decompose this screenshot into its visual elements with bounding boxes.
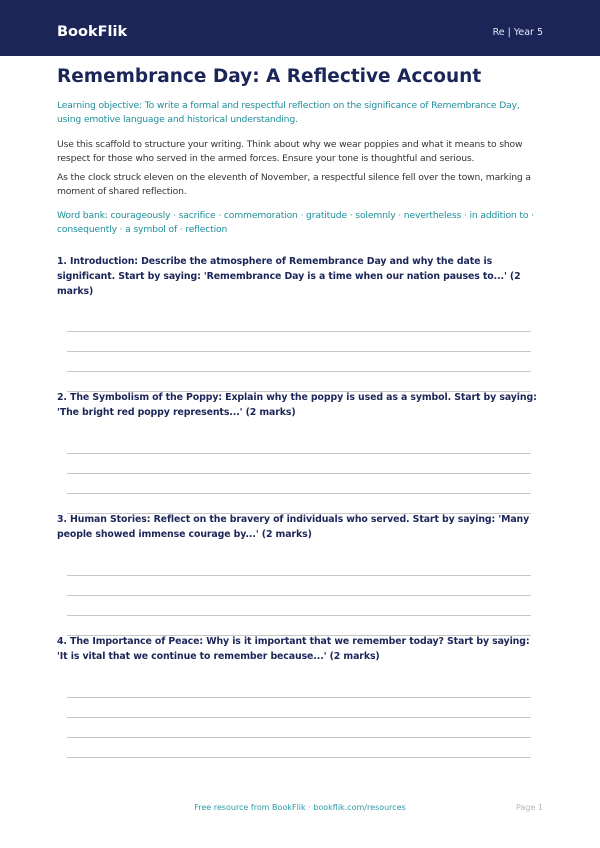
answer-line[interactable] [67,331,531,332]
answer-line[interactable] [67,575,531,576]
footer-source-link[interactable]: Free resource from BookFlik · bookflik.com/resources [194,803,406,812]
answer-line[interactable] [67,697,531,698]
answer-line[interactable] [67,615,531,616]
answer-line[interactable] [67,371,531,372]
brand-logo-text: BookFlik [57,24,128,40]
word-bank: Word bank: courageously · sacrifice · commemoration · gratitude · solemnly · nevertheless · in addition to · consequently · a symbol of · reflection [57,210,534,235]
page-number: Page 1 [516,803,543,812]
answer-line[interactable] [67,473,531,474]
learning-objective: Learning objective: To write a formal and respectful reflection on the significance of Remembrance Day, using emotive language and historical understanding. [57,100,520,125]
question-3-prompt: 3. Human Stories: Reflect on the bravery of individuals who served. Start by saying: 'Many people showed immense courage by...' (2 marks) [57,514,530,540]
answer-line[interactable] [67,737,531,738]
subject-year-label: Re | Year 5 [492,27,543,38]
question-1-prompt: 1. Introduction: Describe the atmosphere of Remembrance Day and why the date is significant. Start by saying: 'Remembrance Day is a time when our nation pauses to...' (2 marks) [57,256,521,297]
question-4-prompt: 4. The Importance of Peace: Why is it important that we remember today? Start by saying: 'It is vital that we continue to remember because...' (2 marks) [57,636,530,662]
answer-line[interactable] [67,453,531,454]
instructions: Use this scaffold to structure your writing. Think about why we wear poppies and what it means to show respect for those who served in the armed forces. Ensure your tone is thoughtful and serious. [57,139,523,164]
question-2-prompt: 2. The Symbolism of the Poppy: Explain why the poppy is used as a symbol. Start by saying: 'The bright red poppy represents...' (2 marks) [57,392,537,418]
answer-line[interactable] [67,493,531,494]
answer-line[interactable] [67,757,531,758]
page-header [0,0,600,56]
answer-line[interactable] [67,717,531,718]
scene-setting-text: As the clock struck eleven on the eleventh of November, a respectful silence fell over the town, marking a moment of shared reflection. [57,172,531,197]
answer-line[interactable] [67,351,531,352]
worksheet-title: Remembrance Day: A Reflective Account [57,66,482,87]
answer-line[interactable] [67,595,531,596]
